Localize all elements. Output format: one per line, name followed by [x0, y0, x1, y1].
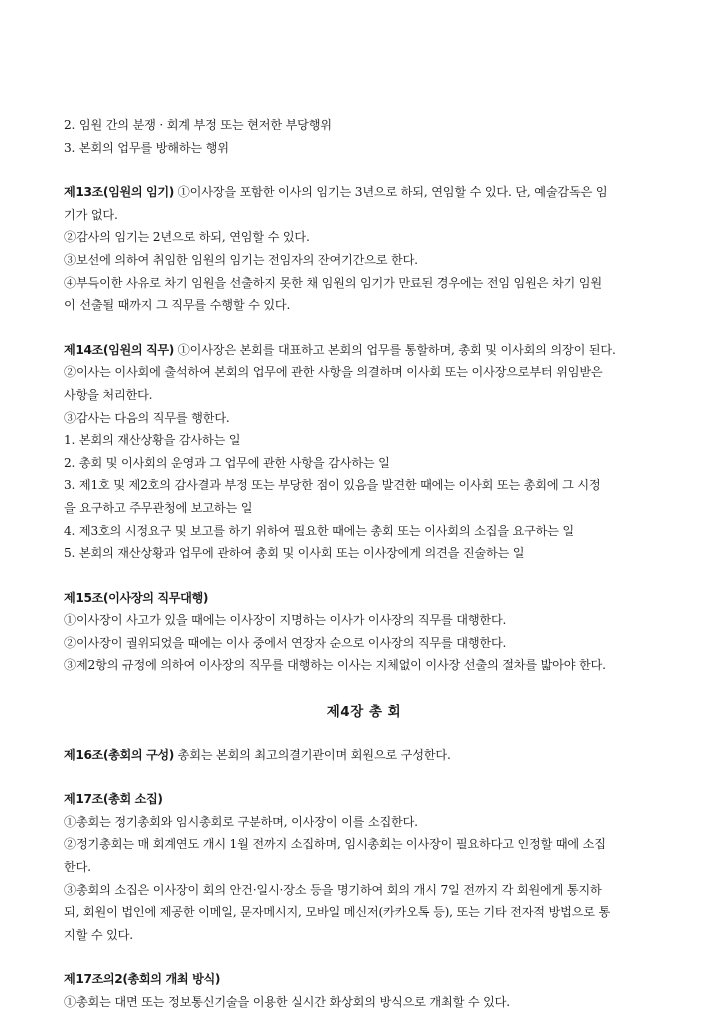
- article-13-paragraph-2: ②감사의 임기는 2년으로 하되, 연임할 수 있다.: [64, 230, 310, 245]
- spacer: [64, 946, 664, 968]
- article-16-paragraph: [64, 744, 664, 767]
- list-item: 2. 총회 및 이사회의 운영과 그 업무에 관한 사항을 감사하는 일: [64, 455, 390, 470]
- spacer: [64, 565, 664, 587]
- article-14-paragraph-2: ②이사는 이사회에 출석하여 본회의 업무에 관한 사항을 의결하며 이사회 또는 이사장으로부터 위임받은: [64, 365, 603, 380]
- article-15-heading: [64, 587, 664, 610]
- spacer: [64, 766, 664, 788]
- article-17-2-heading: [64, 968, 664, 991]
- spacer: [64, 317, 664, 339]
- article-14-text: ①이사장은 본회를 대표하고 본회의 업무를 통할하며, 총회 및 이사회의 의장이 된다.: [173, 342, 616, 357]
- article-17-2-title: 제17조의2(총회의 개최 방식): [64, 972, 220, 987]
- spacer: [64, 159, 664, 181]
- article-17-paragraph-3-cont: 되, 회원이 법인에 제공한 이메일, 문자메시지, 모바일 메신저(카카오톡 등), 또는 기타 전자적 방법으로 통: [64, 905, 611, 920]
- article-17-title: 제17조(총회 소집): [64, 792, 163, 807]
- article-13-paragraph-1-cont: 기가 없다.: [64, 207, 118, 222]
- article-15-title: 제15조(이사장의 직무대행): [64, 590, 209, 605]
- list-item: 1. 본회의 재산상황을 감사하는 일: [64, 433, 241, 448]
- article-17-paragraph-3-cont: 지할 수 있다.: [64, 927, 133, 942]
- article-16-text: 총회는 본회의 최고의결기관이며 회원으로 구성한다.: [173, 747, 451, 762]
- list-item: 5. 본회의 재산상황과 업무에 관하여 총회 및 이사회 또는 이사장에게 의견을 진술하는 일: [64, 546, 525, 561]
- article-13-paragraph-3: ③보선에 의하여 취임한 임원의 임기는 전임자의 잔여기간으로 한다.: [64, 252, 418, 267]
- article-17-heading: [64, 788, 664, 811]
- article-13-paragraph-4-cont: 이 선출될 때까지 그 직무를 수행할 수 있다.: [64, 298, 291, 313]
- article-15-paragraph-1: ①이사장이 사고가 있을 때에는 이사장이 지명하는 이사가 이사장의 직무를 대행한다.: [64, 613, 507, 628]
- article-17-2-paragraph-1: ①총회는 대면 또는 정보통신기술을 이용한 실시간 화상회의 방식으로 개최할 수 있다.: [64, 995, 510, 1009]
- article-16-title: 제16조(총회의 구성): [64, 747, 174, 762]
- article-14-paragraph-2-cont: 사항을 처리한다.: [64, 387, 153, 402]
- article-14-title: 제14조(임원의 직무): [64, 342, 174, 357]
- document-page: [64, 114, 664, 1014]
- list-item-cont: 을 요구하고 주무관청에 보고하는 일: [64, 500, 253, 515]
- chapter-heading: 제4장 총 회: [326, 704, 402, 721]
- list-item: 3. 제1호 및 제2호의 감사결과 부정 또는 부당한 점이 있음을 발견한 때에는 이사회 또는 총회에 그 시정: [64, 478, 601, 493]
- list-item: 3. 본회의 업무를 방해하는 행위: [64, 140, 229, 155]
- article-17-paragraph-2: ②정기총회는 매 회계연도 개시 1월 전까지 소집하며, 임시총회는 이사장이 필요하다고 인정할 때에 소집: [64, 837, 606, 852]
- article-17-paragraph-3: ③총회의 소집은 이사장이 회의 안건·일시·장소 등을 명기하여 회의 개시 7일 전까지 각 회원에게 통지하: [64, 882, 602, 897]
- article-13-paragraph-1: [64, 181, 664, 204]
- list-item: 2. 임원 간의 분쟁 · 회계 부정 또는 현저한 부당행위: [64, 118, 332, 132]
- article-14-paragraph-1: [64, 339, 664, 362]
- article-13-paragraph-4: ④부득이한 사유로 차기 임원을 선출하지 못한 채 임원의 임기가 만료된 경우에는 전임 임원은 차기 임원: [64, 275, 602, 290]
- article-13-title: 제13조(임원의 임기): [64, 185, 174, 200]
- article-13-text: ①이사장을 포함한 이사의 임기는 3년으로 하되, 연임할 수 있다. 단, 예술감독은 임: [173, 185, 608, 200]
- article-15-paragraph-3: ③제2항의 규정에 의하여 이사장의 직무를 대행하는 이사는 지체없이 이사장 선출의 절차를 밟아야 한다.: [64, 658, 606, 673]
- article-15-paragraph-2: ②이사장이 궐위되었을 때에는 이사 중에서 연장자 순으로 이사장의 직무를 대행한다.: [64, 635, 507, 650]
- article-17-paragraph-2-cont: 한다.: [64, 860, 91, 875]
- list-item: 4. 제3호의 시정요구 및 보고를 하기 위하여 필요한 때에는 총회 또는 이사회의 소집을 요구하는 일: [64, 523, 574, 538]
- article-17-paragraph-1: ①총회는 정기총회와 임시총회로 구분하며, 이사장이 이를 소집한다.: [64, 814, 418, 829]
- article-14-paragraph-3: ③감사는 다음의 직무를 행한다.: [64, 410, 230, 425]
